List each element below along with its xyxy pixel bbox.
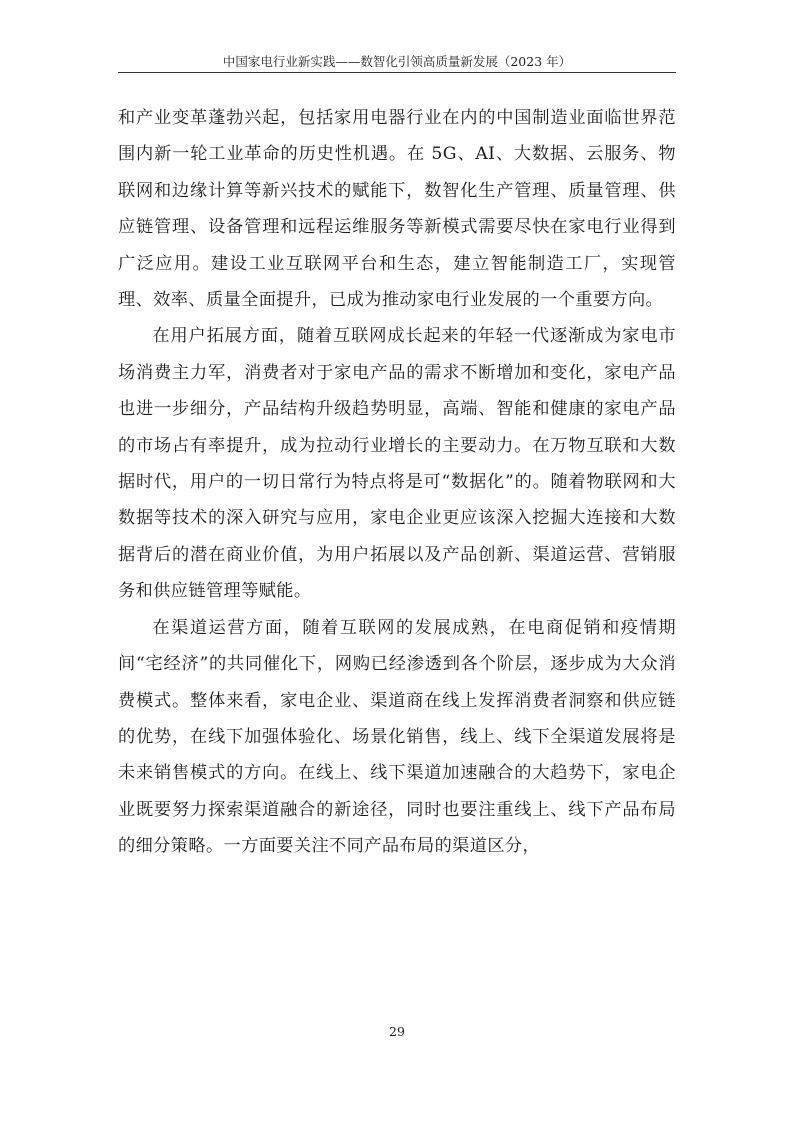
paragraph-3: 在渠道运营方面，随着互联网的发展成熟，在电商促销和疫情期间“宅经济”的共同催化下，网购已经渗透到各个阶层，逐步成为大众消费模式。整体来看，家电企业、渠道商在线上发挥消费者洞察和供应链的优势，在线下加强体验化、场景化销售，线上、线下全渠道发展将是未来销售模式的方向。在线上、线下渠道加速融合的大趋势下，家电企业既要努力探索渠道融合的新途径，同时也要注重线上、线下产品布局的细分策略。一方面要关注不同产品布局的渠道区分， xyxy=(118,617,676,857)
paragraph-2: 在用户拓展方面，随着互联网成长起来的年轻一代逐渐成为家电市场消费主力军，消费者对于家电产品的需求不断增加和变化，家电产品也进一步细分，产品结构升级趋势明显，高端、智能和健康的家电产品的市场占有率提升，成为拉动行业增长的主要动力。在万物互联和大数据时代，用户的一切日常行为特点将是可“数据化”的。随着物联网和大数据等技术的深入研究与应用，家电企业更应该深入挖掘大连接和大数据背后的潜在商业价值，为用户拓展以及产品创新、渠道运营、营销服务和供应链管理等赋能。 xyxy=(118,326,676,602)
paragraph-1: 和产业变革蓬勃兴起，包括家用电器行业在内的中国制造业面临世界范围内新一轮工业革命的历史性机遇。在 5G、AI、大数据、云服务、物联网和边缘计算等新兴技术的赋能下，数智化生产管理、质量管理、供应链管理、设备管理和远程运维服务等新模式需要尽快在家电行业得到广泛应用。建设工业互联网平台和生态，建立智能制造工厂，实现管理、效率、质量全面提升，已成为推动家电行业发展的一个重要方向。 xyxy=(118,108,676,311)
running-header: 中国家电行业新实践——数智化引领高质量新发展（2023 年） xyxy=(118,52,676,73)
body-text xyxy=(118,100,676,865)
page-number: 29 xyxy=(389,1024,405,1039)
